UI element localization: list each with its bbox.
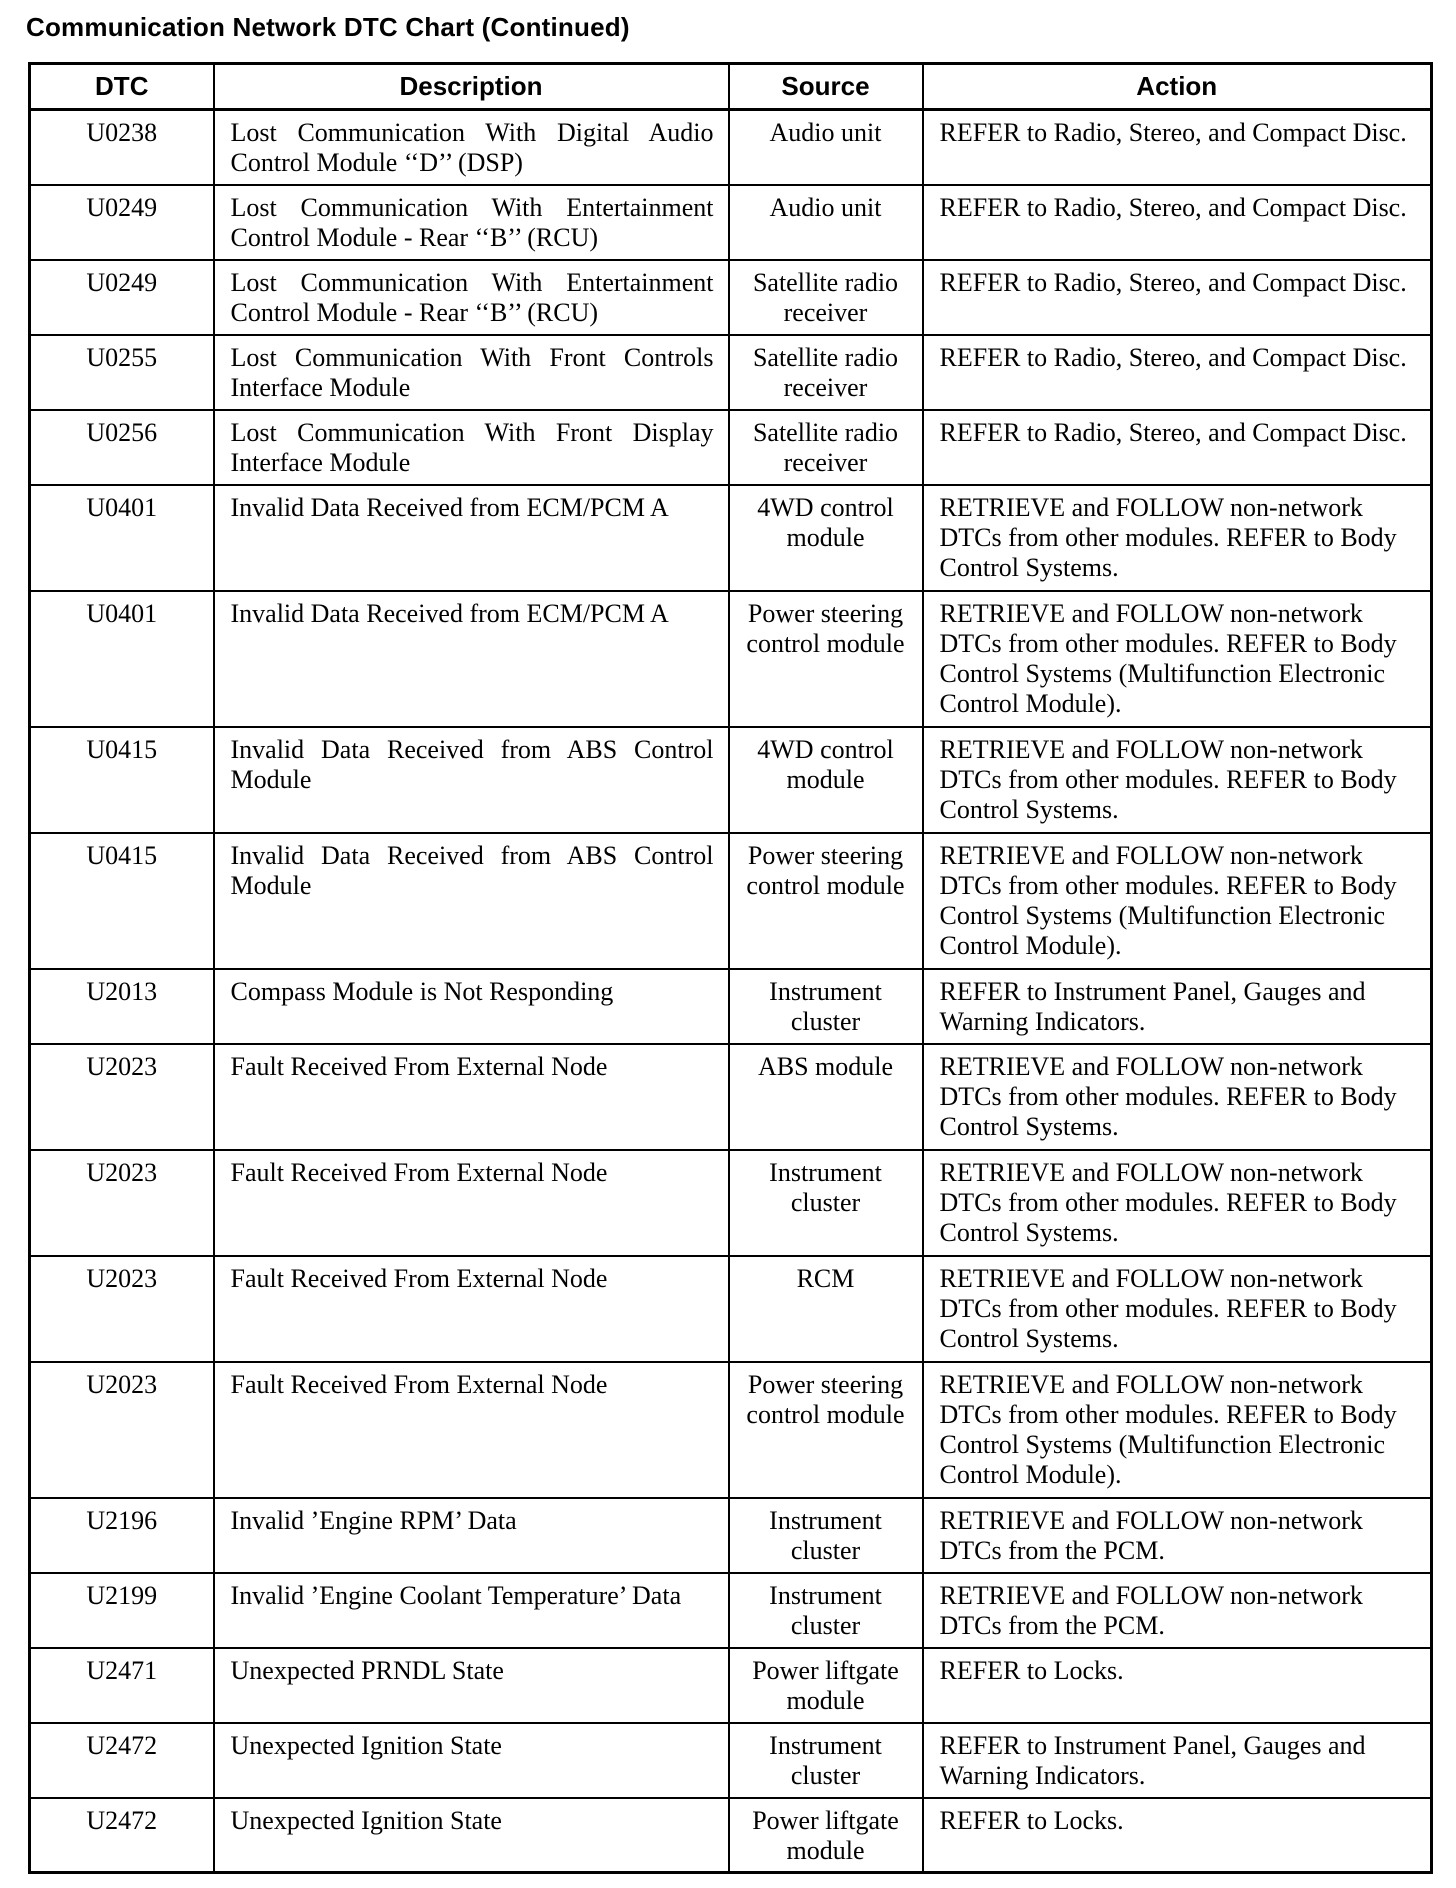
cell-action: REFER to Instrument Panel, Gauges and Warning Indicators. xyxy=(923,969,1432,1044)
table-row xyxy=(30,591,1432,727)
table-row xyxy=(30,335,1432,410)
table-row xyxy=(30,1150,1432,1256)
cell-action: REFER to Locks. xyxy=(923,1648,1432,1723)
header-action: Action xyxy=(923,64,1432,110)
cell-dtc: U2023 xyxy=(30,1256,214,1362)
cell-description: Invalid Data Received from ABS Control Module xyxy=(214,727,729,833)
cell-source: Instrument cluster xyxy=(729,1150,923,1256)
cell-description: Invalid ’Engine RPM’ Data xyxy=(214,1498,729,1573)
cell-source: Power liftgate module xyxy=(729,1798,923,1873)
cell-source: ABS module xyxy=(729,1044,923,1150)
cell-action: REFER to Radio, Stereo, and Compact Disc. xyxy=(923,185,1432,260)
table-header xyxy=(30,64,1432,110)
cell-description: Fault Received From External Node xyxy=(214,1044,729,1150)
table-body xyxy=(30,110,1432,1873)
cell-dtc: U0401 xyxy=(30,591,214,727)
cell-source: Power steering control module xyxy=(729,591,923,727)
cell-source: Satellite radio receiver xyxy=(729,260,923,335)
cell-description: Unexpected PRNDL State xyxy=(214,1648,729,1723)
table-row xyxy=(30,969,1432,1044)
cell-source: Audio unit xyxy=(729,185,923,260)
cell-action: REFER to Instrument Panel, Gauges and Warning Indicators. xyxy=(923,1723,1432,1798)
cell-description: Invalid Data Received from ABS Control Module xyxy=(214,833,729,969)
cell-source: Satellite radio receiver xyxy=(729,335,923,410)
cell-source: Instrument cluster xyxy=(729,1573,923,1648)
cell-dtc: U0415 xyxy=(30,833,214,969)
cell-description: Compass Module is Not Responding xyxy=(214,969,729,1044)
cell-action: RETRIEVE and FOLLOW non-network DTCs from other modules. REFER to Body Control Systems. xyxy=(923,727,1432,833)
header-dtc: DTC xyxy=(30,64,214,110)
cell-action: RETRIEVE and FOLLOW non-network DTCs from other modules. REFER to Body Control Systems (Multifunction Electronic Control Module). xyxy=(923,591,1432,727)
page-title: Communication Network DTC Chart (Continued) xyxy=(26,12,630,42)
table-row xyxy=(30,1723,1432,1798)
cell-source: 4WD control module xyxy=(729,727,923,833)
cell-description: Lost Communication With Entertainment Control Module - Rear ‘‘B’’ (RCU) xyxy=(214,260,729,335)
cell-action: RETRIEVE and FOLLOW non-network DTCs from other modules. REFER to Body Control Systems. xyxy=(923,1150,1432,1256)
cell-dtc: U2023 xyxy=(30,1150,214,1256)
table-row xyxy=(30,260,1432,335)
header-source: Source xyxy=(729,64,923,110)
cell-source: Power liftgate module xyxy=(729,1648,923,1723)
cell-dtc: U0238 xyxy=(30,110,214,185)
cell-action: RETRIEVE and FOLLOW non-network DTCs from other modules. REFER to Body Control Systems (Multifunction Electronic Control Module). xyxy=(923,1362,1432,1498)
table-row xyxy=(30,485,1432,591)
cell-dtc: U0255 xyxy=(30,335,214,410)
cell-dtc: U2023 xyxy=(30,1362,214,1498)
table-row xyxy=(30,1798,1432,1873)
cell-description: Lost Communication With Front Controls Interface Module xyxy=(214,335,729,410)
table-row xyxy=(30,110,1432,185)
cell-action: REFER to Locks. xyxy=(923,1798,1432,1873)
cell-description: Lost Communication With Digital Audio Control Module ‘‘D’’ (DSP) xyxy=(214,110,729,185)
cell-action: REFER to Radio, Stereo, and Compact Disc. xyxy=(923,110,1432,185)
cell-action: RETRIEVE and FOLLOW non-network DTCs from other modules. REFER to Body Control Systems (Multifunction Electronic Control Module). xyxy=(923,833,1432,969)
cell-action: REFER to Radio, Stereo, and Compact Disc. xyxy=(923,260,1432,335)
cell-description: Fault Received From External Node xyxy=(214,1362,729,1498)
cell-dtc: U2196 xyxy=(30,1498,214,1573)
cell-source: Instrument cluster xyxy=(729,969,923,1044)
cell-dtc: U0401 xyxy=(30,485,214,591)
table-row xyxy=(30,1256,1432,1362)
cell-description: Lost Communication With Entertainment Control Module - Rear ‘‘B’’ (RCU) xyxy=(214,185,729,260)
cell-action: RETRIEVE and FOLLOW non-network DTCs from the PCM. xyxy=(923,1498,1432,1573)
cell-action: RETRIEVE and FOLLOW non-network DTCs from other modules. REFER to Body Control Systems. xyxy=(923,485,1432,591)
cell-dtc: U2472 xyxy=(30,1798,214,1873)
dtc-table xyxy=(28,62,1433,1874)
cell-dtc: U2023 xyxy=(30,1044,214,1150)
cell-dtc: U0415 xyxy=(30,727,214,833)
cell-source: Audio unit xyxy=(729,110,923,185)
cell-source: Instrument cluster xyxy=(729,1723,923,1798)
cell-source: Power steering control module xyxy=(729,1362,923,1498)
cell-action: REFER to Radio, Stereo, and Compact Disc. xyxy=(923,335,1432,410)
cell-source: Instrument cluster xyxy=(729,1498,923,1573)
table-row xyxy=(30,185,1432,260)
table-row xyxy=(30,1573,1432,1648)
cell-dtc: U0249 xyxy=(30,260,214,335)
cell-description: Unexpected Ignition State xyxy=(214,1723,729,1798)
cell-dtc: U2013 xyxy=(30,969,214,1044)
cell-description: Invalid Data Received from ECM/PCM A xyxy=(214,485,729,591)
cell-action: RETRIEVE and FOLLOW non-network DTCs from the PCM. xyxy=(923,1573,1432,1648)
cell-description: Unexpected Ignition State xyxy=(214,1798,729,1873)
cell-description: Invalid Data Received from ECM/PCM A xyxy=(214,591,729,727)
cell-dtc: U0249 xyxy=(30,185,214,260)
cell-source: 4WD control module xyxy=(729,485,923,591)
table-row xyxy=(30,410,1432,485)
cell-action: RETRIEVE and FOLLOW non-network DTCs from other modules. REFER to Body Control Systems. xyxy=(923,1256,1432,1362)
cell-description: Fault Received From External Node xyxy=(214,1150,729,1256)
table-row xyxy=(30,1362,1432,1498)
cell-description: Invalid ’Engine Coolant Temperature’ Data xyxy=(214,1573,729,1648)
cell-dtc: U2199 xyxy=(30,1573,214,1648)
table-row xyxy=(30,727,1432,833)
table-row xyxy=(30,1648,1432,1723)
cell-description: Lost Communication With Front Display Interface Module xyxy=(214,410,729,485)
cell-action: RETRIEVE and FOLLOW non-network DTCs from other modules. REFER to Body Control Systems. xyxy=(923,1044,1432,1150)
cell-action: REFER to Radio, Stereo, and Compact Disc. xyxy=(923,410,1432,485)
table-row xyxy=(30,1044,1432,1150)
cell-dtc: U2471 xyxy=(30,1648,214,1723)
cell-source: Satellite radio receiver xyxy=(729,410,923,485)
table-row xyxy=(30,1498,1432,1573)
cell-source: RCM xyxy=(729,1256,923,1362)
table-row xyxy=(30,833,1432,969)
cell-dtc: U2472 xyxy=(30,1723,214,1798)
cell-source: Power steering control module xyxy=(729,833,923,969)
header-description: Description xyxy=(214,64,729,110)
cell-dtc: U0256 xyxy=(30,410,214,485)
header-row xyxy=(30,64,1432,110)
cell-description: Fault Received From External Node xyxy=(214,1256,729,1362)
